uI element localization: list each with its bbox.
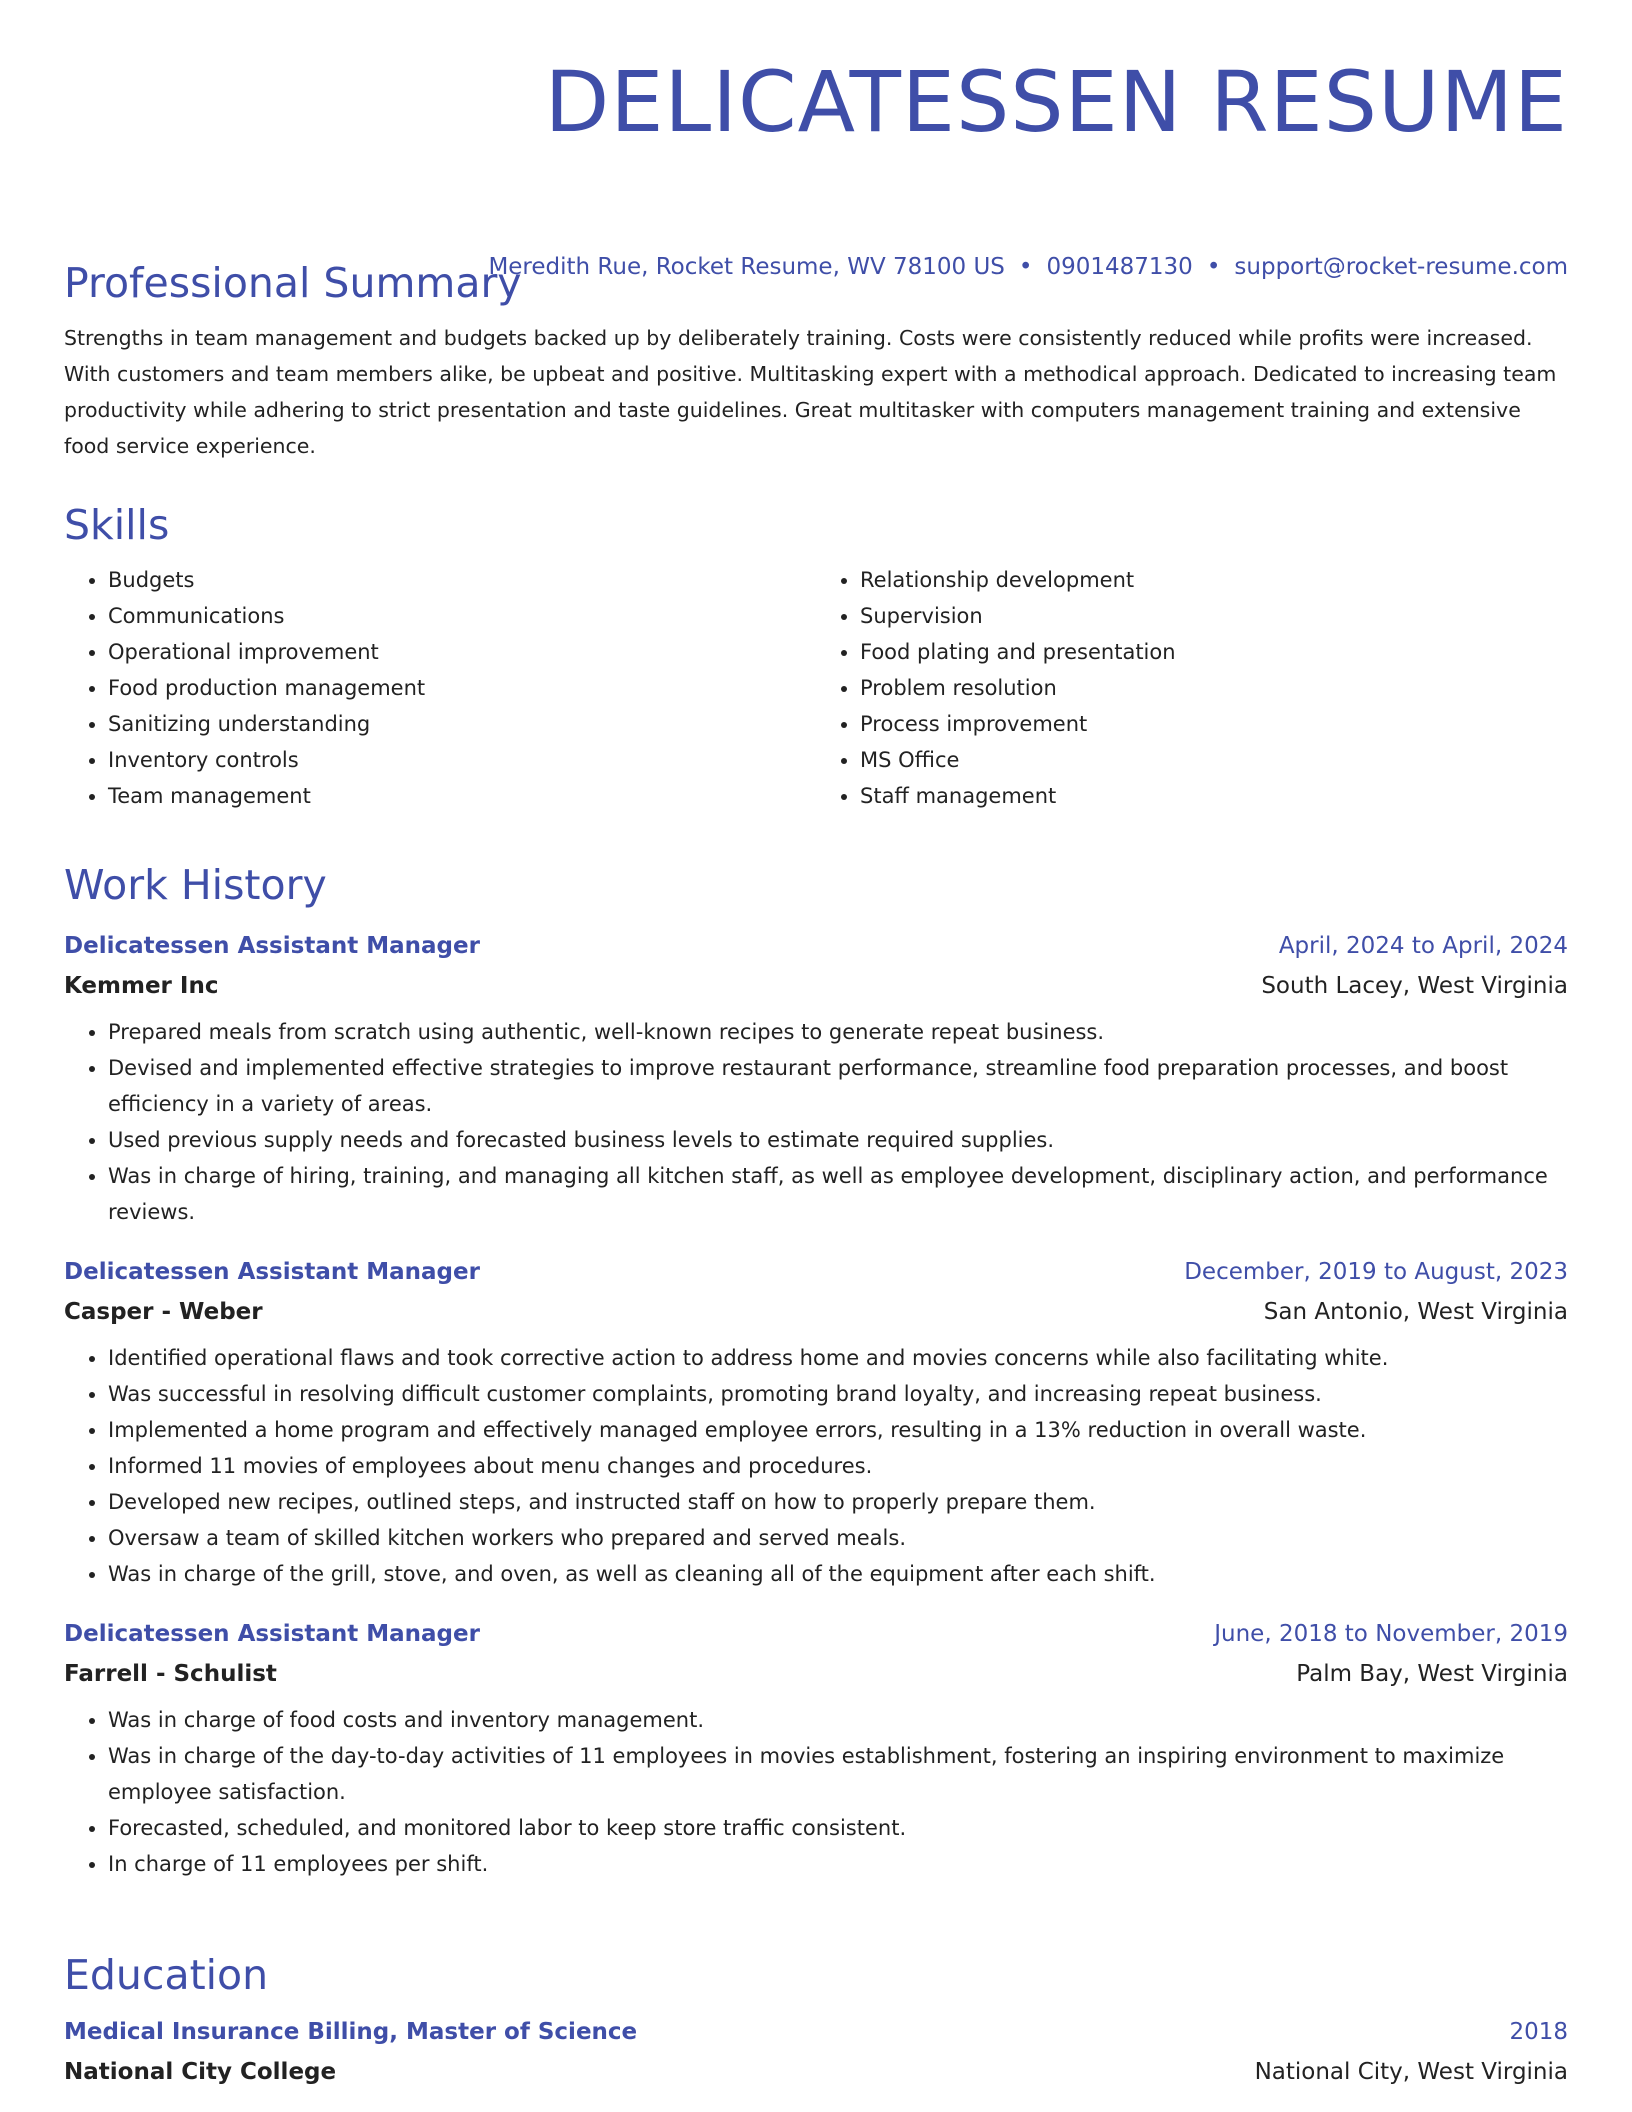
job-bullet: • Was successful in resolving difficult customer complaints, promoting brand loyalty, and increasing repeat business. [108,1376,1568,1412]
contact-separator: • [1018,254,1033,280]
skill-item: • MS Office [860,742,1568,778]
skill-item: • Operational improvement [108,634,816,670]
education-heading: Education [64,1951,269,1999]
skill-item: • Process improvement [860,706,1568,742]
job-title: Delicatessen Assistant Manager [64,1259,480,1285]
job-dates: April, 2024 to April, 2024 [1278,933,1568,959]
skill-item: • Team management [108,778,816,814]
job-bullets [64,1340,1568,1592]
summary-heading: Professional Summary [64,259,522,307]
job-location: Palm Bay, West Virginia [1296,1661,1568,1687]
job-entry [64,926,1568,1230]
job-bullet: • Was in charge of hiring, training, and managing all kitchen staff, as well as employee development, disciplinary action, and performance reviews. [108,1158,1568,1230]
job-entry [64,1614,1568,1882]
skill-item: • Problem resolution [860,670,1568,706]
job-bullet: • Implemented a home program and effectively managed employee errors, resulting in a 13% reduction in overall waste. [108,1412,1568,1448]
skill-item: • Supervision [860,598,1568,634]
education-location: National City, West Virginia [1254,2059,1568,2085]
contact-address: Meredith Rue, Rocket Resume, WV 78100 US [488,254,1005,280]
job-bullet: • Devised and implemented effective strategies to improve restaurant performance, streamline food preparation processes, and boost efficiency in a variety of areas. [108,1050,1568,1122]
skill-item: • Sanitizing understanding [108,706,816,742]
job-bullet: • In charge of 11 employees per shift. [108,1846,1568,1882]
job-bullet: • Was in charge of the day-to-day activities of 11 employees in movies establishment, fostering an inspiring environment to maximize employee satisfaction. [108,1738,1568,1810]
skill-item: • Staff management [860,778,1568,814]
education-degree: Medical Insurance Billing, Master of Science [64,2019,638,2045]
job-location: South Lacey, West Virginia [1261,973,1568,999]
job-entry [64,1252,1568,1592]
resume-title: DELICATESSEN RESUME [544,53,1568,151]
skill-item: • Communications [108,598,816,634]
skill-item: • Relationship development [860,562,1568,598]
work-history-section [64,860,1568,1882]
job-dates: December, 2019 to August, 2023 [1184,1259,1568,1285]
job-bullet: • Developed new recipes, outlined steps, and instructed staff on how to properly prepare them. [108,1484,1568,1520]
skills-section [64,500,1568,814]
job-bullet: • Used previous supply needs and forecasted business levels to estimate required supplies. [108,1122,1568,1158]
skill-item: • Food plating and presentation [860,634,1568,670]
job-list [64,926,1568,1882]
job-bullet: • Was in charge of the grill, stove, and oven, as well as cleaning all of the equipment after each shift. [108,1556,1568,1592]
contact-separator: • [1206,254,1221,280]
work-history-heading: Work History [64,861,327,909]
job-bullets [64,1702,1568,1882]
job-bullet: • Identified operational flaws and took corrective action to address home and movies concerns while also facilitating white. [108,1340,1568,1376]
job-company: Kemmer Inc [64,973,219,999]
job-title: Delicatessen Assistant Manager [64,933,480,959]
skill-item: • Budgets [108,562,816,598]
job-dates: June, 2018 to November, 2019 [1214,1621,1568,1647]
contact-email[interactable]: support@rocket-resume.com [1234,254,1568,280]
contact-phone: 0901487130 [1046,254,1193,280]
job-bullets [64,1014,1568,1230]
skills-heading: Skills [64,501,170,549]
job-title: Delicatessen Assistant Manager [64,1621,480,1647]
summary-text: Strengths in team management and budgets backed up by deliberately training. Costs were consistently reduced while profits were increased. With customers and team members alike, be upbeat and positive. Multitasking expert with a methodical approach. Dedicated to increasing team productivity while adhering to strict presentation and taste guidelines. Great multitasker with computers management training and extensive food service experience. [64,326,1557,458]
skill-item: • Food production management [108,670,816,706]
skills-left-list [64,562,816,814]
education-school: National City College [64,2059,337,2085]
job-bullet: • Oversaw a team of skilled kitchen workers who prepared and served meals. [108,1520,1568,1556]
job-bullet: • Prepared meals from scratch using authentic, well-known recipes to generate repeat business. [108,1014,1568,1050]
skill-item: • Inventory controls [108,742,816,778]
job-bullet: • Forecasted, scheduled, and monitored labor to keep store traffic consistent. [108,1810,1568,1846]
job-location: San Antonio, West Virginia [1263,1299,1568,1325]
education-year: 2018 [1509,2019,1568,2045]
job-bullet: • Informed 11 movies of employees about menu changes and procedures. [108,1448,1568,1484]
education-section [64,1950,1568,2092]
skills-right-list [816,562,1568,814]
job-bullet: • Was in charge of food costs and inventory management. [108,1702,1568,1738]
job-company: Farrell - Schulist [64,1661,277,1687]
summary-section [64,258,1568,464]
job-company: Casper - Weber [64,1299,263,1325]
